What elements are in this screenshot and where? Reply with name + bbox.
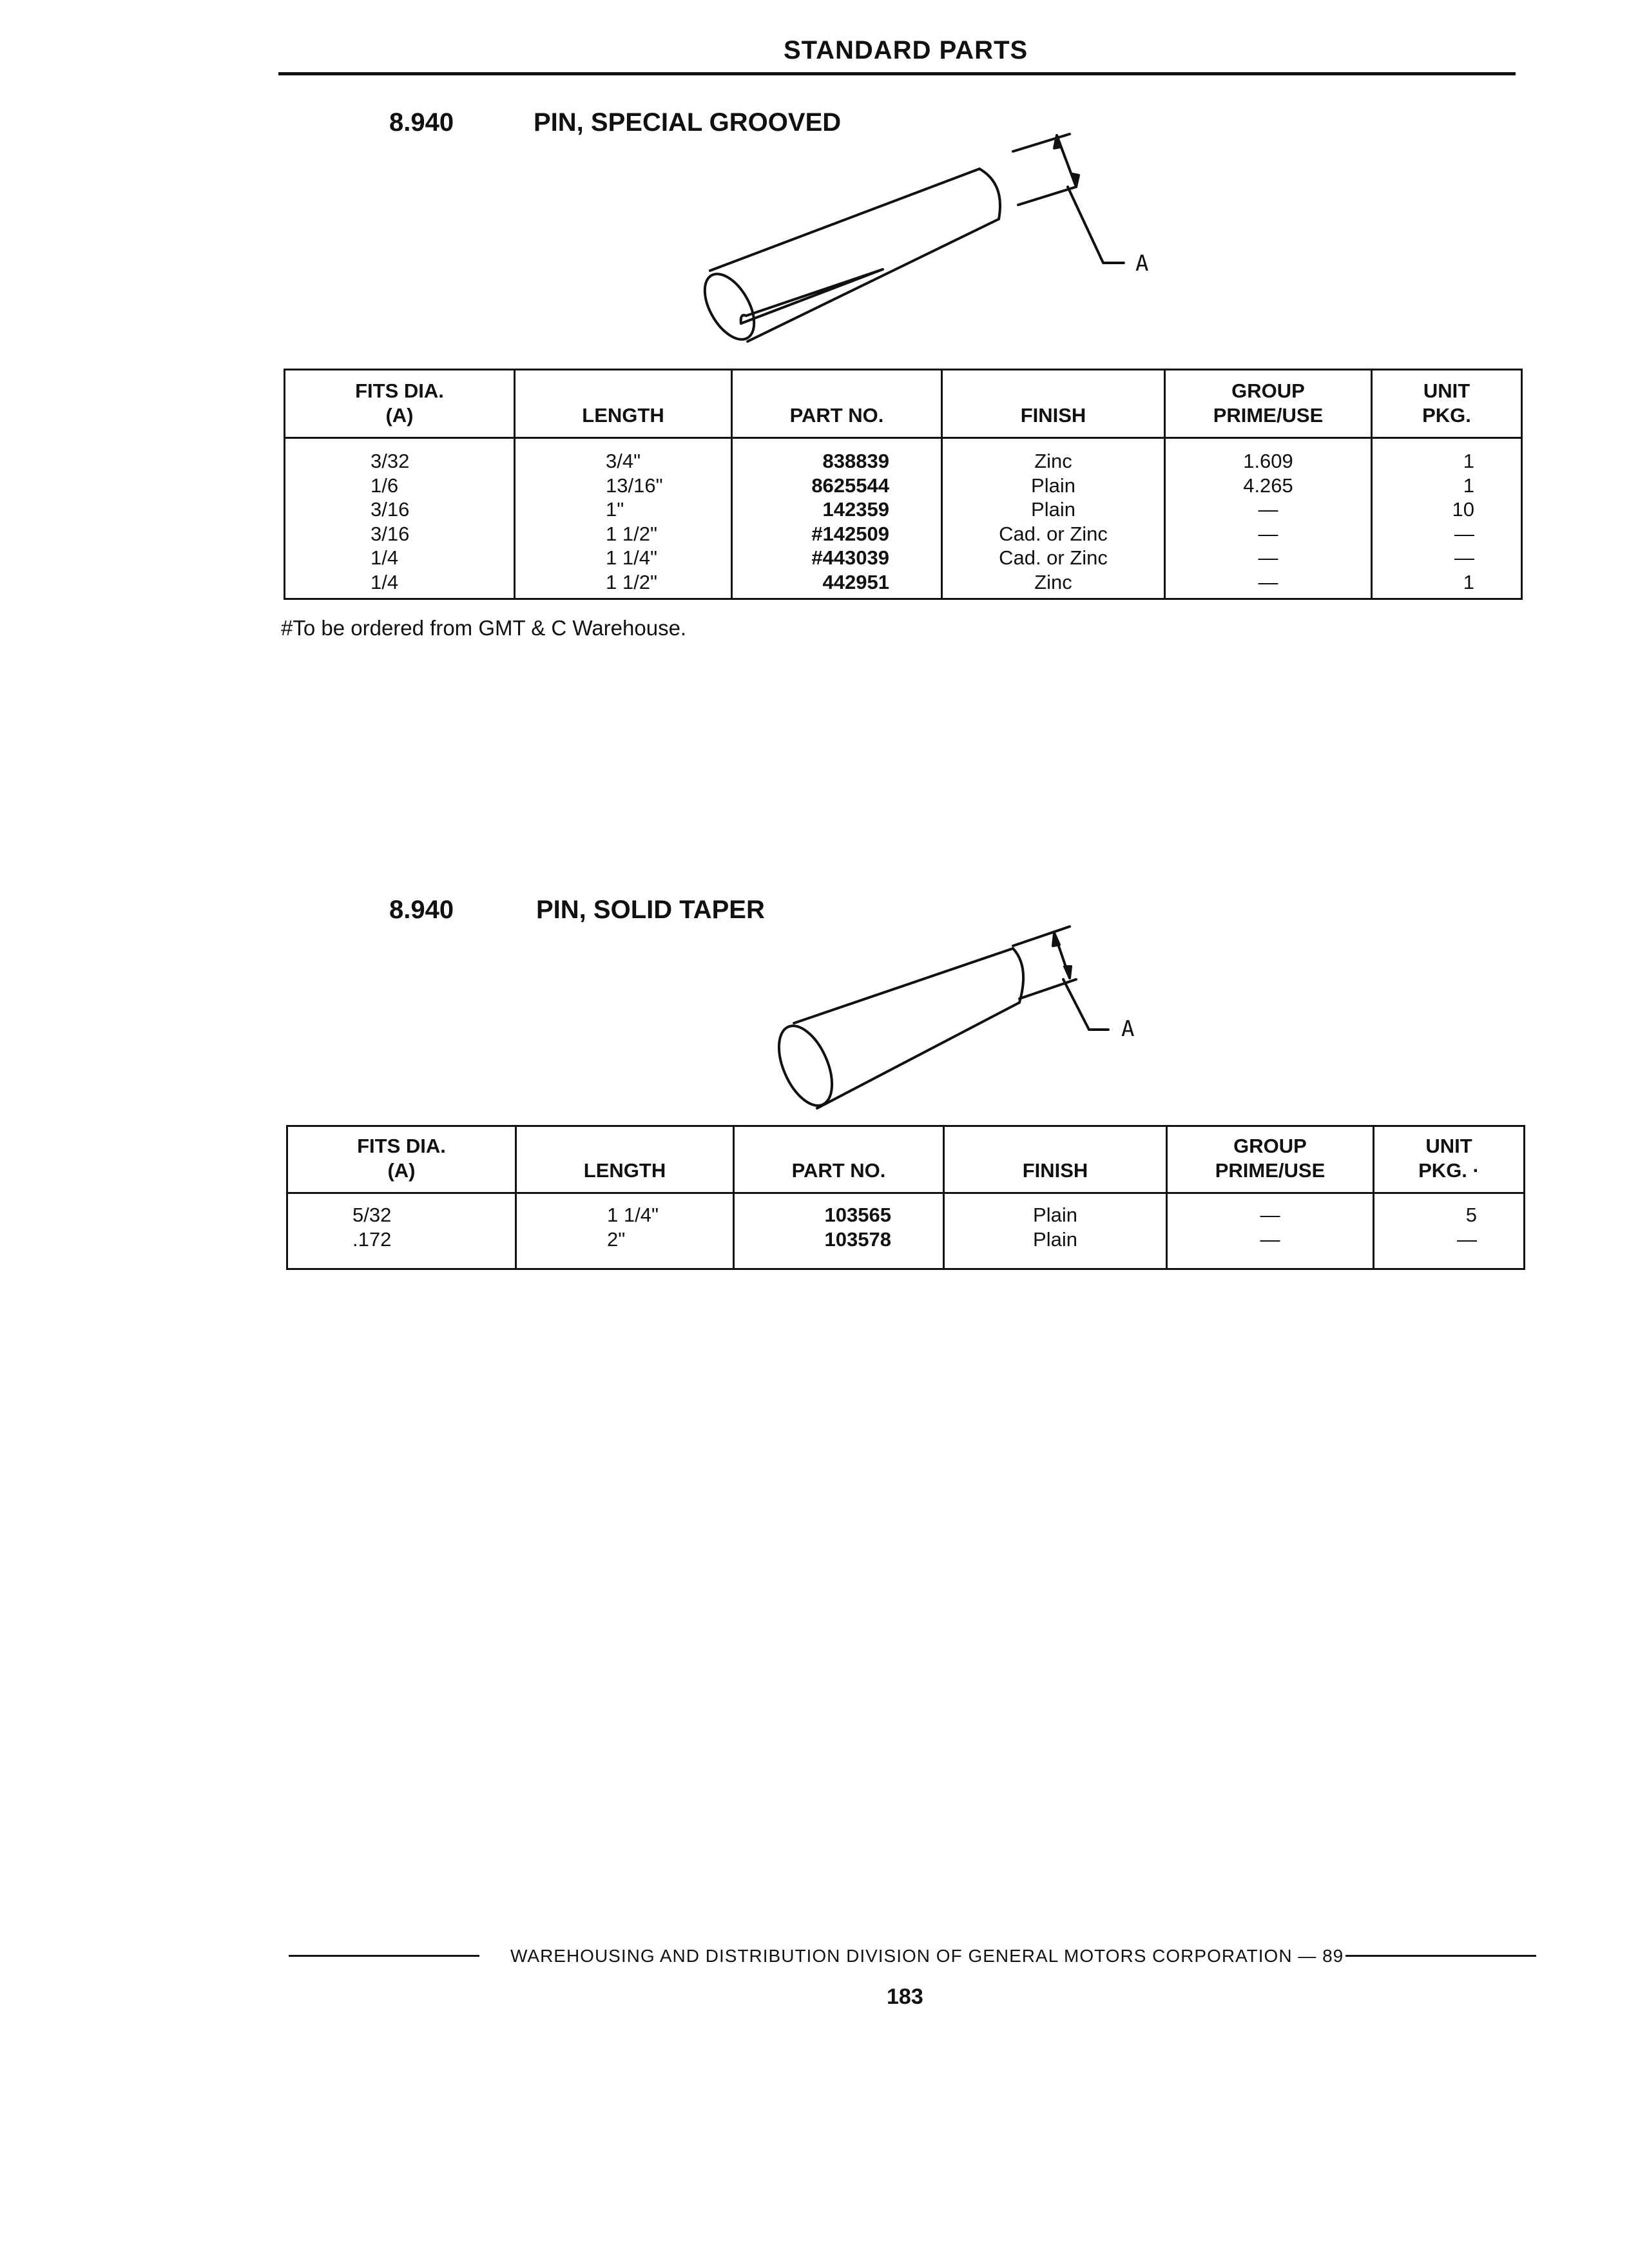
footer-text: WAREHOUSING AND DISTRIBUTION DIVISION OF GENERAL MOTORS CORPORATION — 89 (510, 1946, 1344, 1966)
pin-near-end (695, 266, 764, 348)
table-cell: 1 1/4" (607, 1204, 659, 1226)
col-header-finish: FINISH (944, 1126, 1167, 1193)
table-cell: 2" (607, 1227, 626, 1251)
table-cell: 4.265 (1243, 474, 1293, 497)
table-cell: Zinc (1034, 450, 1072, 472)
section-1-footnote: #To be ordered from GMT & C Warehouse. (281, 616, 687, 640)
table-cell: — (1258, 522, 1278, 545)
pin-near-end (768, 1018, 843, 1113)
table-cell: 1.609 (1243, 450, 1293, 472)
table-cell: 5/32 (352, 1204, 392, 1226)
col-header-group: GROUP PRIME/USE (1167, 1126, 1374, 1193)
dimension-label-a: A (1121, 1016, 1135, 1042)
col-header-length: LENGTH (515, 370, 732, 438)
table-cell: Plain (1031, 498, 1075, 521)
col-header-unit-pkg: UNIT PKG. (1372, 370, 1522, 438)
table-cell: #142509 (811, 522, 889, 545)
header-rule (278, 72, 1516, 75)
table-cell: 3/32 (371, 450, 410, 472)
table-cell: 3/16 (371, 522, 410, 545)
table-body (287, 1193, 1525, 1269)
table-cell: — (1457, 1227, 1477, 1251)
table-cell: 1/4 (371, 570, 399, 593)
dimension-label-a: A (1135, 251, 1149, 276)
table-cell: — (1258, 570, 1278, 593)
table-cell: — (1260, 1204, 1280, 1226)
table-header-row (285, 370, 1522, 438)
section-2-title: PIN, SOLID TAPER (536, 896, 765, 924)
pin-bottom-edge (747, 219, 999, 341)
footer-rule-right (1345, 1955, 1536, 1957)
col-header-fits-dia: FITS DIA. (A) (287, 1126, 516, 1193)
pin-top-edge (794, 948, 1013, 1023)
col-header-part-no: PART NO. (732, 370, 942, 438)
col-header-fits-dia: FITS DIA. (A) (285, 370, 515, 438)
taper-pin-illustration (760, 908, 1173, 1121)
table-body (285, 438, 1522, 599)
table-cell: 442951 (822, 570, 889, 593)
table-cell: 1 1/4" (606, 546, 657, 569)
table-cell: — (1260, 1227, 1280, 1251)
grooved-pin-table (284, 369, 1523, 600)
table-cell: Cad. or Zinc (999, 546, 1108, 569)
table-cell: 838839 (822, 450, 889, 472)
table-cell: .172 (352, 1227, 392, 1251)
table-cell: 103578 (824, 1227, 891, 1251)
col-header-unit-pkg: UNIT PKG. · (1374, 1126, 1525, 1193)
table-cell: 1 1/2" (606, 570, 657, 593)
table-cell: 5 (1465, 1204, 1477, 1226)
col-header-part-no: PART NO. (734, 1126, 944, 1193)
table-cell: Cad. or Zinc (999, 522, 1108, 545)
table-cell: 10 (1452, 498, 1474, 521)
table-cell: 1" (606, 498, 624, 521)
table-cell: Plain (1033, 1227, 1077, 1251)
table-cell: 103565 (824, 1204, 891, 1226)
table-cell: Plain (1031, 474, 1075, 497)
page-number: 183 (887, 1984, 923, 2009)
table-cell: Plain (1033, 1204, 1077, 1226)
footer-rule-left (289, 1955, 479, 1957)
table-cell: 13/16" (606, 474, 663, 497)
pin-groove (741, 269, 883, 323)
table-cell: — (1258, 498, 1278, 521)
table-cell: 1 (1463, 474, 1474, 497)
pin-far-end (979, 169, 1000, 219)
table-cell: 1 1/2" (606, 522, 657, 545)
table-cell: #443039 (811, 546, 889, 569)
grooved-pin-illustration (670, 122, 1173, 354)
table-header-row (287, 1126, 1525, 1193)
pin-bottom-edge (817, 1003, 1019, 1108)
table-cell: 3/16 (371, 498, 410, 521)
table-cell: 142359 (822, 498, 889, 521)
section-2-number: 8.940 (389, 896, 454, 924)
pin-top-edge (710, 169, 979, 271)
col-header-finish: FINISH (942, 370, 1165, 438)
table-cell: 8625544 (811, 474, 889, 497)
section-1-number: 8.940 (389, 108, 454, 137)
table-cell: Zinc (1034, 570, 1072, 593)
table-cell: 3/4" (606, 450, 641, 472)
col-header-group: GROUP PRIME/USE (1165, 370, 1372, 438)
col-header-length: LENGTH (516, 1126, 734, 1193)
taper-pin-table (286, 1125, 1525, 1270)
table-cell: 1 (1463, 450, 1474, 472)
table-cell: — (1258, 546, 1278, 569)
table-cell: — (1454, 546, 1474, 569)
pin-far-end (1013, 948, 1023, 1003)
table-cell: — (1454, 522, 1474, 545)
table-cell: 1/6 (371, 474, 399, 497)
page-header-title: STANDARD PARTS (784, 36, 1028, 64)
section-1-title: PIN, SPECIAL GROOVED (534, 108, 842, 137)
table-cell: 1/4 (371, 546, 399, 569)
table-cell: 1 (1463, 570, 1474, 593)
